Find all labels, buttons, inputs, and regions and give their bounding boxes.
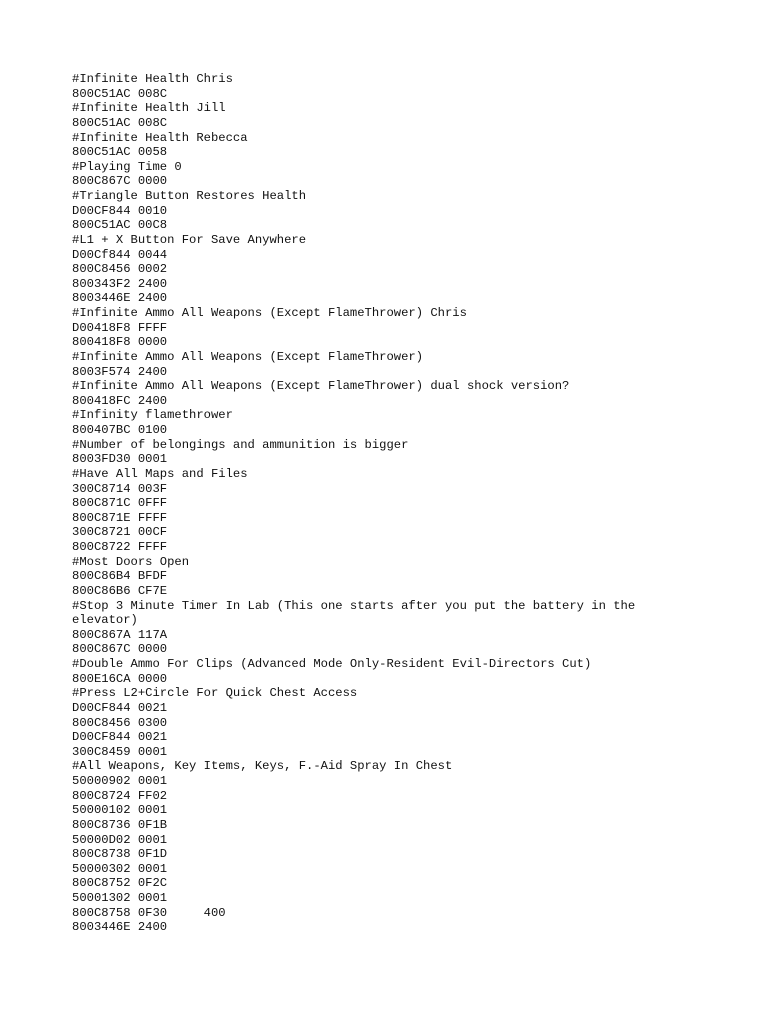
code-value-line: 800C51AC 008C [72,86,168,101]
code-value-line: 800C51AC 0058 [72,145,168,160]
code-value-line: 800C867C 0000 [72,642,168,657]
code-title-line: #Most Doors Open [72,554,190,569]
code-value-line: 800C8724 FF02 [72,788,168,803]
code-title-line: #Triangle Button Restores Health [72,189,307,203]
code-value-line: 800C867A 117A [72,627,168,642]
code-value-line: 800418FC 2400 [72,393,168,408]
code-value-line: 50000102 0001 [72,803,168,818]
code-value-line: 800C51AC 008C [72,115,168,130]
code-value-line: D00CF844 0021 [72,730,168,745]
code-title-line: #Infinite Ammo All Weapons (Except FlameThrower) dual shock version? [72,379,570,394]
code-value-line: D00CF844 0021 [72,700,168,715]
code-value-line: 50000D02 0001 [72,832,168,847]
code-value-line: 800C8736 0F1B [72,817,168,832]
code-value-line: D00418F8 FFFF [72,320,168,335]
code-title-line: #Have All Maps and Files [72,466,248,481]
code-value-line: D00CF844 0010 [72,203,168,218]
code-title-line: #Infinite Ammo All Weapons (Except FlameThrower) Chris [72,306,467,320]
code-value-line: 800C871C 0FFF [72,496,168,511]
code-title-line: #Infinite Health Rebecca [72,130,248,145]
code-value-line: 800C871E FFFF [72,510,168,525]
code-title-line: #Playing Time 0 [72,159,182,174]
code-value-line: 800C86B6 CF7E [72,583,168,598]
code-value-line: 800407BC 0100 [72,423,168,437]
code-title-line: #Number of belongings and ammunition is bigger [72,437,409,452]
code-title-line: #Infinite Health Jill [72,101,226,116]
code-title-line: #Infinity flamethrower [72,408,233,423]
code-value-line: 800C8722 FFFF [72,540,168,554]
code-value-line: 800C8456 0300 [72,715,168,730]
code-value-line: 300C8714 003F [72,481,168,496]
code-value-line: 8003FD30 0001 [72,452,168,467]
code-title-line: #Double Ammo For Clips (Advanced Mode Only-Resident Evil-Directors Cut) [72,657,592,671]
code-title-line: #Press L2+Circle For Quick Chest Access [72,686,358,701]
code-value-line: 800C8738 0F1D [72,847,168,862]
code-value-line: 300C8459 0001 [72,744,168,759]
cheat-code-listing [72,72,692,935]
code-title-line: #Infinite Ammo All Weapons (Except FlameThrower) [72,349,424,364]
code-title-line: #All Weapons, Key Items, Keys, F.-Aid Spray In Chest [72,759,453,774]
code-value-line: 8003F574 2400 [72,364,168,379]
code-title-line: #Infinite Health Chris [72,72,233,86]
code-value-line: 800C867C 0000 [72,174,168,189]
code-value-line: 800418F8 0000 [72,335,168,350]
code-value-line: 800C8456 0002 [72,262,168,277]
code-value-line: D00Cf844 0044 [72,247,168,262]
code-value-line: 800C86B4 BFDF [72,569,168,584]
code-value-line: 800343F2 2400 [72,276,168,291]
code-value-line: 800C8758 0F30 400 [72,905,226,920]
code-value-line: 800C51AC 00C8 [72,218,168,233]
code-value-line: 8003446E 2400 [72,291,168,306]
code-value-line: 50000302 0001 [72,861,168,876]
code-value-line: 800C8752 0F2C [72,876,168,891]
code-value-line: 800E16CA 0000 [72,671,168,686]
code-value-line: 50000902 0001 [72,774,168,788]
code-value-line: 8003446E 2400 [72,920,168,935]
code-value-line: 50001302 0001 [72,891,168,905]
code-title-line: #Stop 3 Minute Timer In Lab (This one starts after you put the battery in the elevator) [72,598,643,628]
code-title-line: #L1 + X Button For Save Anywhere [72,232,307,247]
code-value-line: 300C8721 00CF [72,525,168,540]
